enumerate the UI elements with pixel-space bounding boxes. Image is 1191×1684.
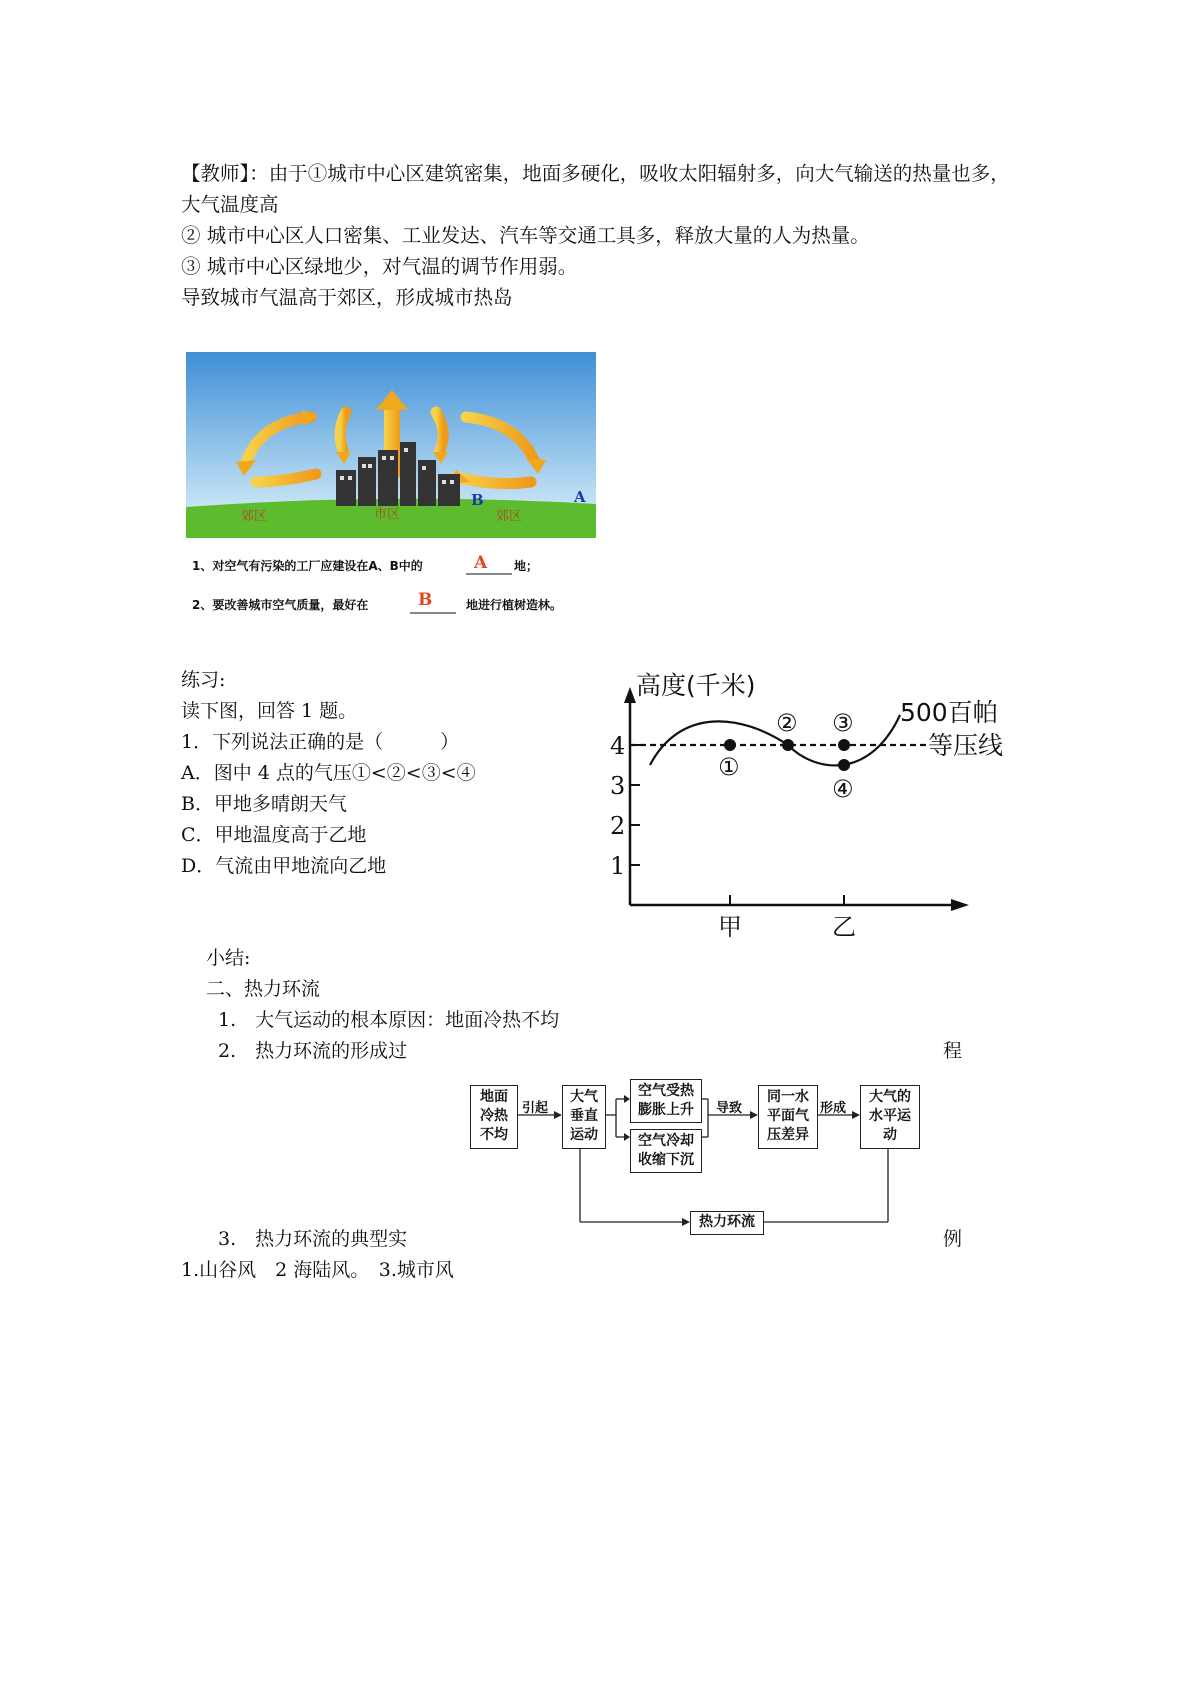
label-city: 市区 <box>374 507 401 522</box>
city-question-1-suffix: 地； <box>514 559 539 573</box>
data-point-4 <box>838 759 850 771</box>
summary-item-3: 3. 热力环流的典型实 <box>218 1228 408 1250</box>
summary-item-2: 2. 热力环流的形成过 <box>218 1040 408 1062</box>
label-suburb-left: 郊区 <box>241 509 268 524</box>
data-point-label-2: ② <box>776 709 798 737</box>
y-tick-label: 4 <box>610 732 626 760</box>
option-c: C．甲地温度高于乙地 <box>181 824 367 846</box>
flow-label-lead: 导致 <box>716 1101 743 1116</box>
city-answer-1: A <box>474 553 488 573</box>
flow-box-ground-temperature: 地面 冷热 不均 <box>470 1085 518 1149</box>
label-A: A <box>574 488 586 506</box>
flow-box-air-sink: 空气冷却 收缩下沉 <box>630 1129 702 1173</box>
option-b: B．甲地多晴朗天气 <box>181 793 347 815</box>
summary-item-3-tail: 例 <box>943 1228 963 1250</box>
teacher-paragraph-1: 【教师】：由于①城市中心区建筑密集，地面多硬化，吸收太阳辐射多，向大气输送的热量也多，大气温度高 <box>181 162 1010 216</box>
exercise-title: 练习: <box>181 669 226 691</box>
isobar-chart <box>600 665 1030 955</box>
data-point-1 <box>724 739 736 751</box>
data-point-label-3: ③ <box>832 709 854 737</box>
label-suburb-right: 郊区 <box>496 509 523 524</box>
flow-box-air-rise: 空气受热 膨胀上升 <box>630 1079 702 1123</box>
teacher-paragraph-2: ② 城市中心区人口密集、工业发达、汽车等交通工具多，释放大量的人为热量。 <box>181 224 870 247</box>
flow-label-form: 形成 <box>820 1101 847 1116</box>
city-question-1: 1、对空气有污染的工厂应建设在A、B中的 <box>192 559 423 573</box>
data-point-3 <box>838 739 850 751</box>
data-point-2 <box>782 739 794 751</box>
label-B: B <box>471 491 484 509</box>
y-axis-label: 高度(千米) <box>636 671 756 700</box>
x-axis-arrow <box>951 899 969 911</box>
x-tick-label: 乙 <box>832 913 856 941</box>
flow-label-cause: 引起 <box>522 1101 549 1116</box>
data-point-label-1: ① <box>718 753 740 781</box>
summary-item-2-tail: 程 <box>943 1040 963 1062</box>
city-heat-island-figure <box>186 352 596 620</box>
isobar-label-2: 等压线 <box>928 731 1004 760</box>
data-point-label-4: ④ <box>832 775 854 803</box>
x-tick-label: 甲 <box>718 913 742 941</box>
exercise-intro: 读下图，回答 1 题。 <box>181 700 358 722</box>
y-tick-label: 3 <box>610 772 626 800</box>
flow-box-pressure-difference: 同一水 平面气 压差异 <box>758 1085 818 1149</box>
summary-item-1: 1. 大气运动的根本原因：地面冷热不均 <box>218 1009 560 1031</box>
option-a: A．图中 4 点的气压①<②<③<④ <box>181 762 476 784</box>
teacher-paragraph-4: 导致城市气温高于郊区，形成城市热岛 <box>181 286 513 309</box>
isobar-label: 500百帕 <box>900 698 998 727</box>
exercise-question: 1．下列说法正确的是（ ） <box>181 731 460 753</box>
city-question-2-suffix: 地进行植树造林。 <box>466 598 563 612</box>
y-tick-label: 2 <box>610 812 626 840</box>
flow-box-vertical-motion: 大气 垂直 运动 <box>562 1085 606 1149</box>
y-axis-arrow <box>624 687 636 703</box>
flow-box-thermal-circulation: 热力环流 <box>690 1211 764 1235</box>
isobar-curve <box>650 715 900 765</box>
teacher-paragraph-3: ③ 城市中心区绿地少，对气温的调节作用弱。 <box>181 255 578 278</box>
flow-box-horizontal-motion: 大气的 水平运 动 <box>860 1085 920 1149</box>
thermal-circulation-flowchart <box>468 1075 928 1245</box>
summary-title: 小结: <box>206 947 251 969</box>
summary-section: 二、热力环流 <box>206 978 321 1000</box>
y-tick-label: 1 <box>610 852 626 880</box>
city-answer-2: B <box>418 590 433 610</box>
summary-examples: 1.山谷风 2 海陆风。 3.城市风 <box>181 1259 454 1281</box>
city-question-2: 2、要改善城市空气质量，最好在 <box>192 598 369 612</box>
option-d: D．气流由甲地流向乙地 <box>181 855 387 877</box>
